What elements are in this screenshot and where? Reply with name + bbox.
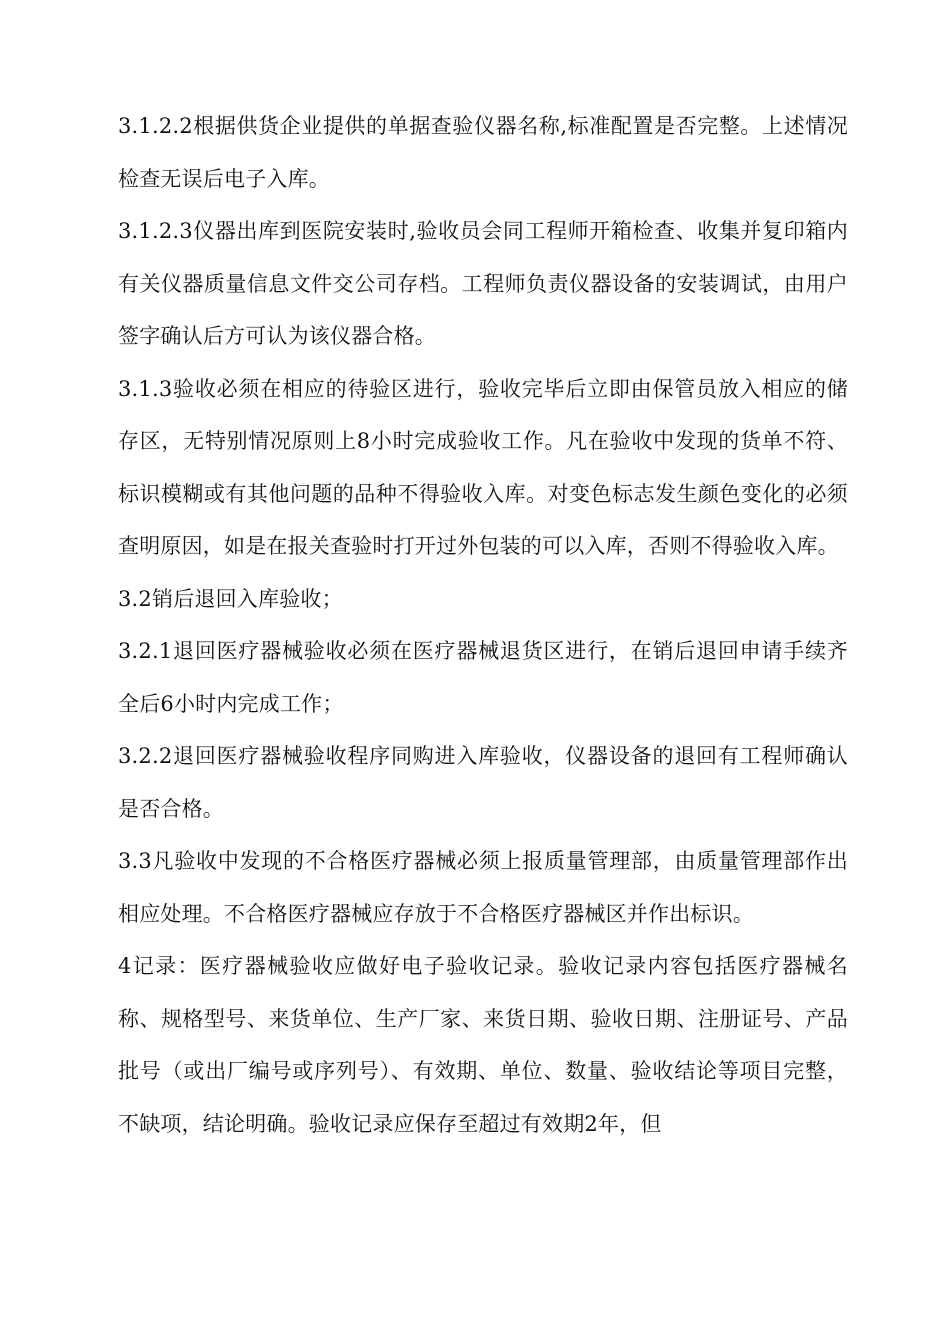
paragraph-3-3: 3.3凡验收中发现的不合格医疗器械必须上报质量管理部，由质量管理部作出相应处理。不合格医疗器械应存放于不合格医疗器械区并作出标识。	[118, 849, 848, 926]
paragraph-3-1-2-3: 3.1.2.3仪器出库到医院安装时,验收员会同工程师开箱检查、收集并复印箱内有关仪器质量信息文件交公司存档。工程师负责仪器设备的安装调试，由用户签字确认后方可认为该仪器合格。	[118, 219, 848, 348]
paragraph-3-1-3: 3.1.3验收必须在相应的待验区进行，验收完毕后立即由保管员放入相应的储存区，无特别情况原则上8小时完成验收工作。凡在验收中发现的货单不符、标识模糊或有其他问题的品种不得验收入库。对变色标志发生颜色变化的必须查明原因，如是在报关查验时打开过外包装的可以入库，否则不得验收入库。	[118, 376, 848, 558]
paragraph-3-2-2: 3.2.2退回医疗器械验收程序同购进入库验收，仪器设备的退回有工程师确认是否合格。	[118, 744, 848, 821]
paragraph-3-1-2-2: 3.1.2.2根据供货企业提供的单据查验仪器名称,标准配置是否完整。上述情况检查无误后电子入库。	[118, 114, 848, 191]
paragraph-3-2-1: 3.2.1退回医疗器械验收必须在医疗器械退货区进行，在销后退回申请手续齐全后6小时内完成工作；	[118, 639, 848, 716]
paragraph-3-2: 3.2销后退回入库验收；	[118, 586, 343, 611]
document-body	[118, 100, 848, 1150]
paragraph-4-records: 4记录：医疗器械验收应做好电子验收记录。验收记录内容包括医疗器械名称、规格型号、来货单位、生产厂家、来货日期、验收日期、注册证号、产品批号（或出厂编号或序列号）、有效期、单位、数量、验收结论等项目完整，不缺项，结论明确。验收记录应保存至超过有效期2年，但	[118, 954, 848, 1136]
